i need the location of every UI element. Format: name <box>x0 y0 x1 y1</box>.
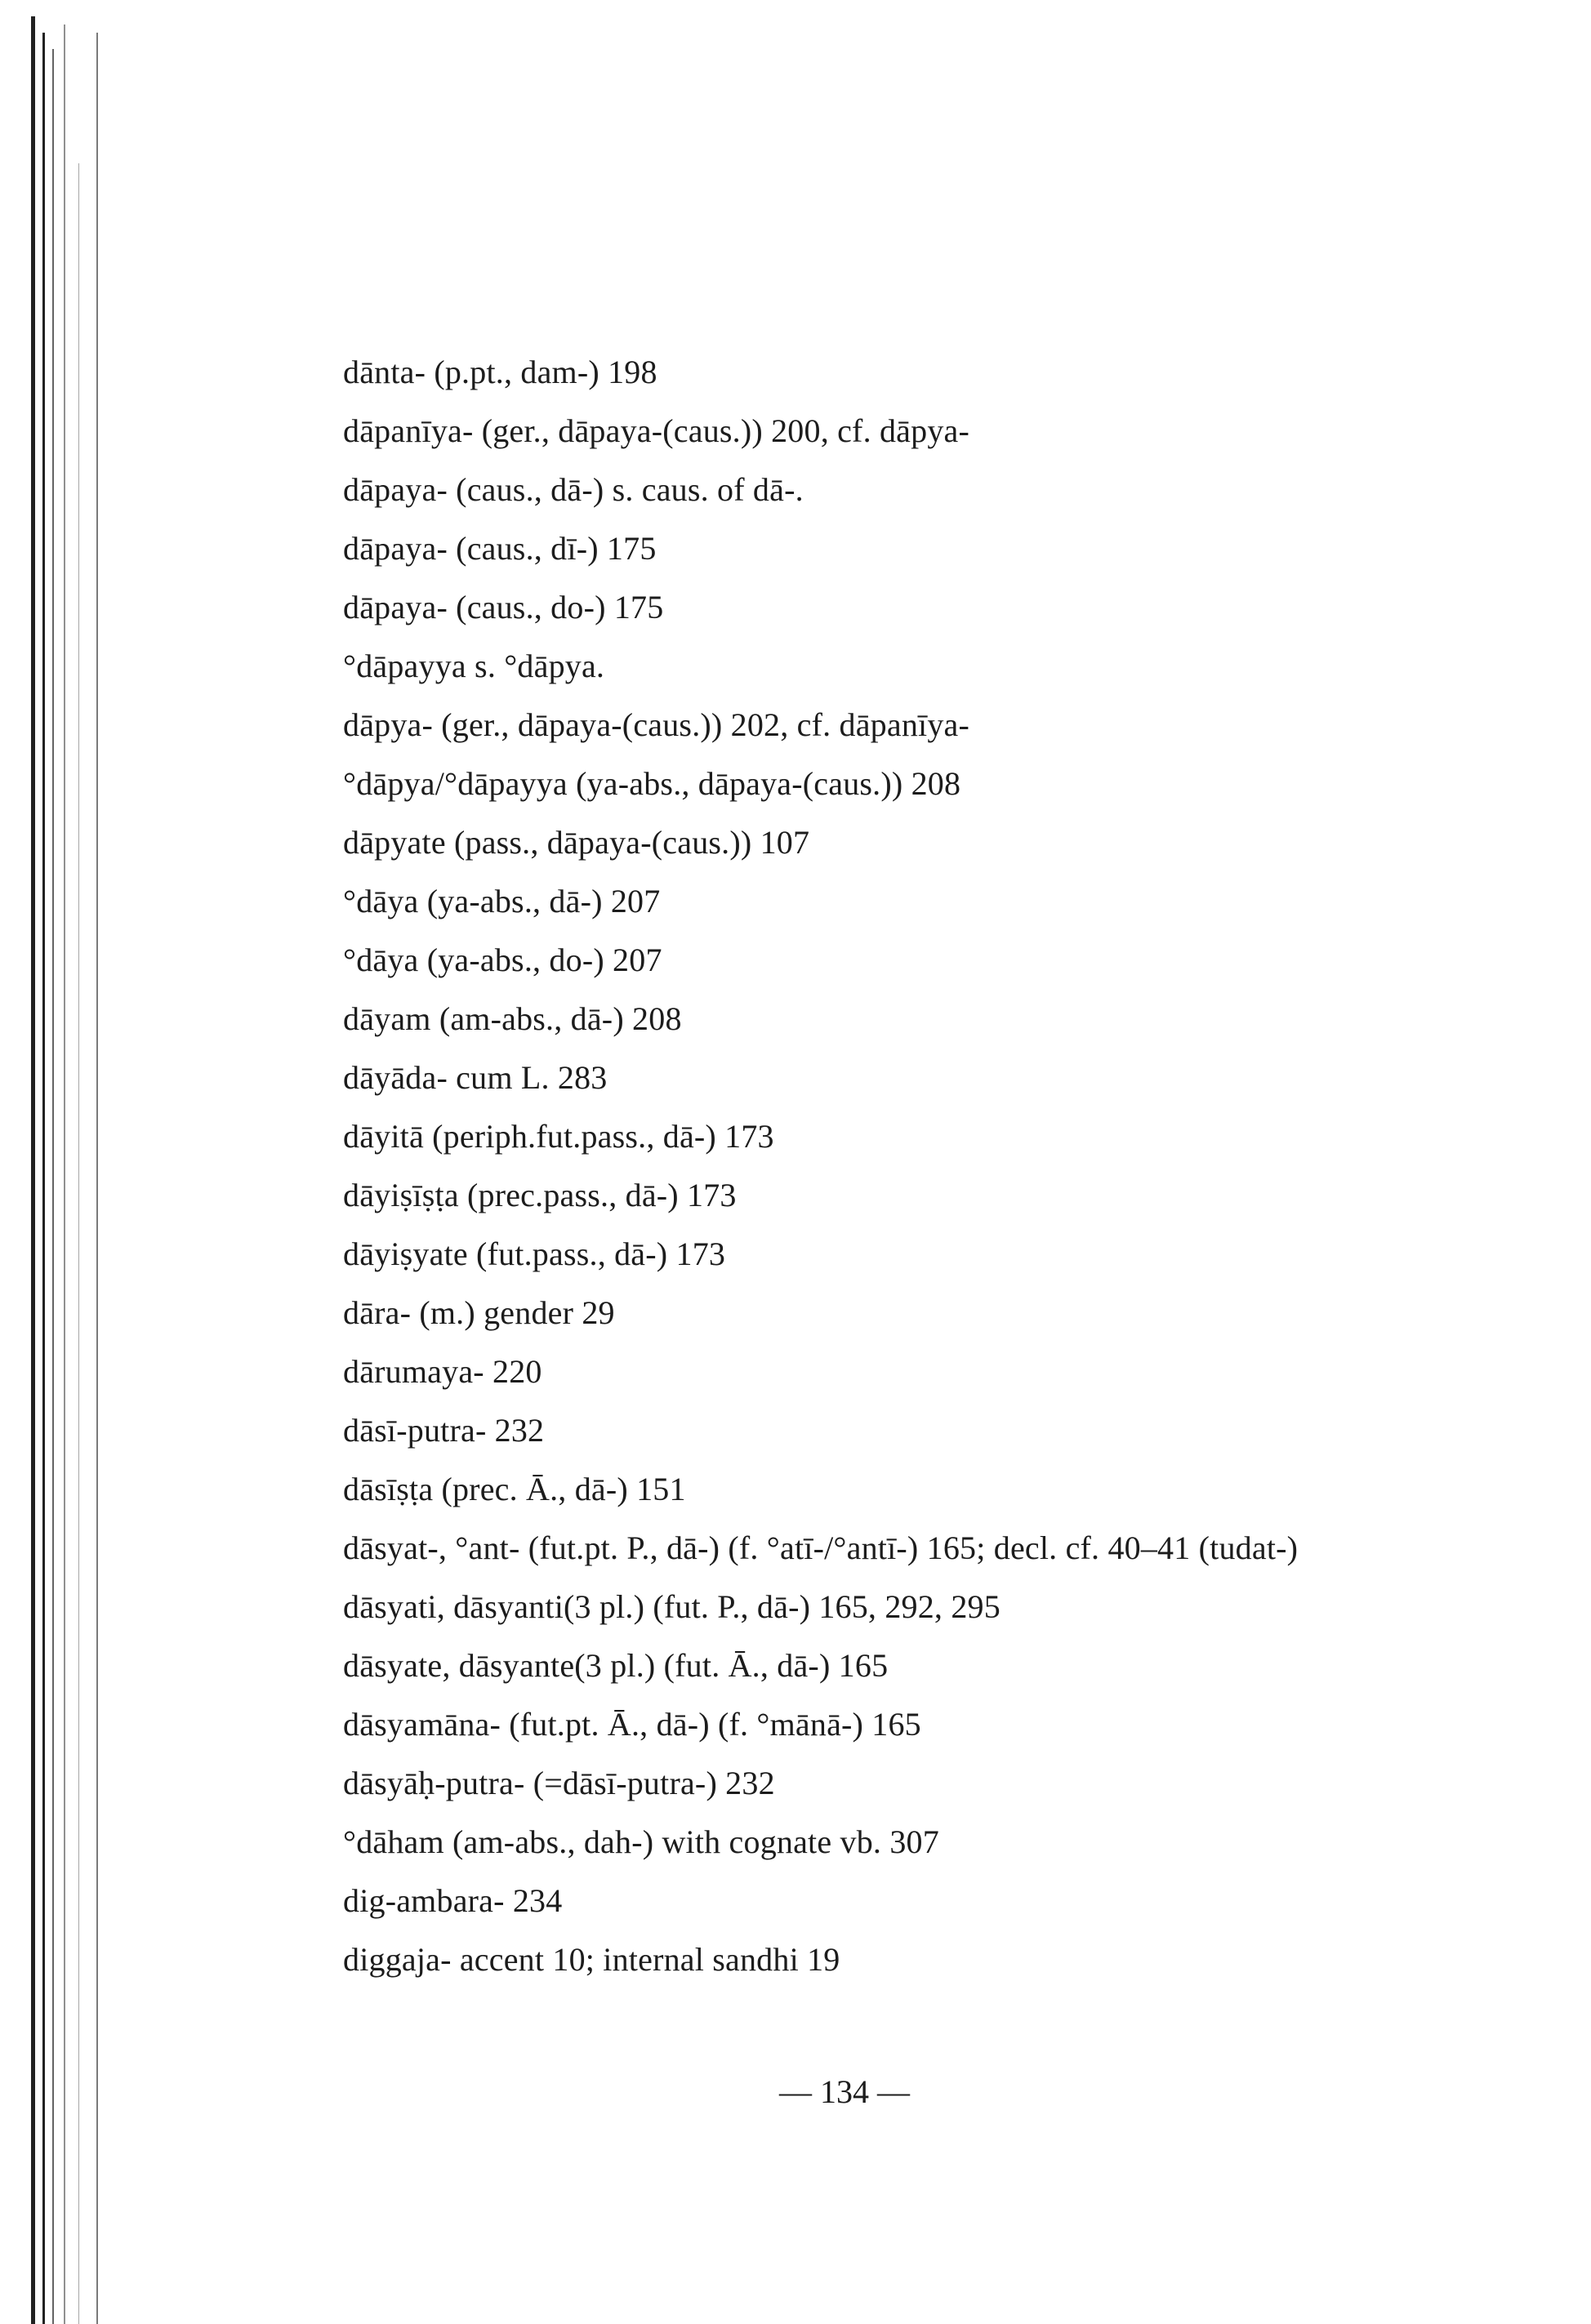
index-entry: dāsyate, dāsyante(3 pl.) (fut. Ā., dā-) 165 <box>343 1647 889 1684</box>
index-entry: dāsīṣṭa (prec. Ā., dā-) 151 <box>343 1471 686 1507</box>
index-entry: dāsyat-, °ant- (fut.pt. P., dā-) (f. °atī-/°antī-) 165; decl. cf. 40–41 (tudat-) <box>343 1529 1299 1566</box>
index-entry: dāpanīya- (ger., dāpaya-(caus.)) 200, cf. dāpya- <box>343 412 970 449</box>
index-entry: °dāpayya s. °dāpya. <box>343 648 605 684</box>
index-entry: dāyiṣyate (fut.pass., dā-) 173 <box>343 1235 726 1272</box>
index-entry: dāsyati, dāsyanti(3 pl.) (fut. P., dā-) 165, 292, 295 <box>343 1588 1001 1625</box>
index-entry: °dāham (am-abs., dah-) with cognate vb. 307 <box>343 1823 939 1860</box>
binding-edge <box>0 0 123 2324</box>
index-entry: °dāya (ya-abs., dā-) 207 <box>343 883 661 919</box>
index-entry: dāyiṣīṣṭa (prec.pass., dā-) 173 <box>343 1177 737 1213</box>
index-entry: dāpya- (ger., dāpaya-(caus.)) 202, cf. dāpanīya- <box>343 706 970 743</box>
index-entry: dāpaya- (caus., dā-) s. caus. of dā-. <box>343 471 804 508</box>
index-entry: dāpyate (pass., dāpaya-(caus.)) 107 <box>343 824 810 861</box>
index-entry: dāsyāḥ-putra- (=dāsī-putra-) 232 <box>343 1765 775 1801</box>
index-entry: dāsyamāna- (fut.pt. Ā., dā-) (f. °mānā-) 165 <box>343 1706 921 1743</box>
index-entry: dāra- (m.) gender 29 <box>343 1294 615 1331</box>
index-entry: dārumaya- 220 <box>343 1353 542 1390</box>
index-entry: dāsī-putra- 232 <box>343 1412 545 1449</box>
index-entry: dig-ambara- 234 <box>343 1882 563 1919</box>
index-entries <box>343 343 1470 1989</box>
index-entry: dāyāda- cum L. 283 <box>343 1059 608 1096</box>
index-entry: dāpaya- (caus., do-) 175 <box>343 589 664 626</box>
index-entry: diggaja- accent 10; internal sandhi 19 <box>343 1941 840 1978</box>
index-entry: dānta- (p.pt., dam-) 198 <box>343 354 657 390</box>
index-entry: °dāya (ya-abs., do-) 207 <box>343 942 662 978</box>
index-entry: °dāpya/°dāpayya (ya-abs., dāpaya-(caus.)) 208 <box>343 765 961 802</box>
page-number: — 134 — <box>779 2073 910 2110</box>
index-entry: dāyam (am-abs., dā-) 208 <box>343 1000 682 1037</box>
index-entry: dāpaya- (caus., dī-) 175 <box>343 530 657 567</box>
index-entry: dāyitā (periph.fut.pass., dā-) 173 <box>343 1118 774 1155</box>
